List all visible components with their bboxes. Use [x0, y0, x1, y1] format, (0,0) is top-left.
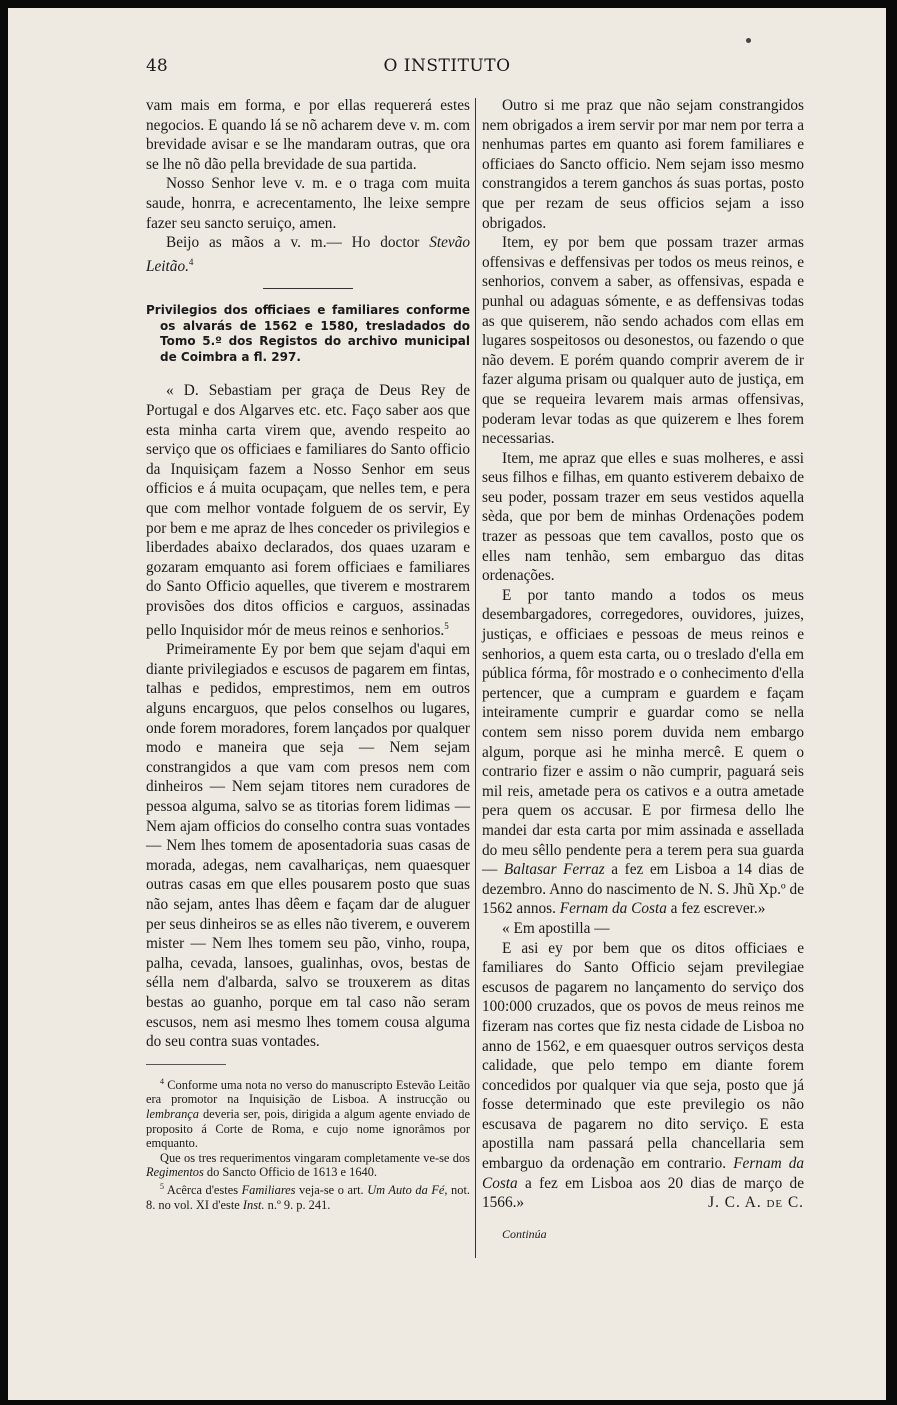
charter-paragraph: Outro si me praz que não sejam constrangidos nem obrigados a irem servir por mar nem por terra a nenhumas partes em quanto asi forem familiares e officiaes do Sancto officio. Nem sejam isso mesmo constrangidos a terem ganchos ás suas portas, posto que per rezam de seus officios sejam a isso obrigados.: [482, 97, 804, 232]
footnotes: [146, 1075, 470, 1213]
charter-paragraph: Item, ey por bem que possam trazer armas offensivas e deffensivas per todos os meus reinos, e senhorios, convem a saber, as offensivas, espada e punhal ou adaguas sómente, e as deffensivas todas as que quiserem, não sendo achados com ellas em lugares sospeitosos ou desonestos, ou fazendo o que não devem. E porém quando comprir averem de ir fazer alguma prisam ou qualquer auto de justiça, em que se requeira levarem mais armas offensivas, poderam levar todas as que quizerem e lhes forem necessarias.: [482, 234, 804, 448]
continued-marker: Continúa: [502, 1226, 547, 1241]
left-column: [146, 96, 470, 1212]
footnote-5: $^5$ Acêrca d'estes Familiares veja-se o art. Um Auto da Fé, not. 8. no vol. XI d'este Inst. n.º 9. p. 241.: [146, 1182, 470, 1212]
letter-paragraph: vam mais em forma, e por ellas requererá estes negocios. E quando lá se nõ acharem deve v. m. com brevidade avisar e se lhe mandaram outras, que ora se lhe nõ dão pella brevidade de sua partida.: [146, 97, 470, 173]
page-header: [8, 56, 886, 80]
page-number: 48: [146, 56, 168, 76]
signature-initials: J. C. A. de C.: [708, 1194, 804, 1212]
charter-paragraph: Item, me apraz que elles e suas molheres, e assi seus filhos e filhas, em quanto estiverem debaixo de seu poder, possam trazer em seus vestidos aquella sèda, que por bem de minhas Ordenações podem trazer as pessoas que tem cavallos, posto que os elles nam tenhão, sem embarguo das ditas ordenações.: [482, 449, 804, 585]
section-rule: [263, 288, 353, 289]
section-heading: Privilegios dos officiaes e familiares conforme os alvarás de 1562 e 1580, tresladados do Tomo 5.º dos Registos do archivo municipal de Coimbra a fl. 297.: [146, 303, 470, 364]
letter-paragraph: Nosso Senhor leve v. m. e o traga com muita saude, honrra, e acrecentamento, lhe leixe sempre fazer seu sancto seruiço, amen.: [146, 175, 470, 232]
letter-closing: Beijo as mãos a v. m.— Ho doctor Stevão Leitão.$^4$: [146, 234, 470, 275]
running-title: O INSTITUTO: [383, 56, 511, 76]
apostille-heading: « Em apostilla —: [502, 919, 610, 937]
right-column: [482, 96, 804, 1244]
column-divider: [475, 98, 476, 1258]
footnote-ref: 5: [444, 620, 449, 631]
footnote-ref: 4: [188, 256, 194, 267]
charter-paragraph: Primeiramente Ey por bem que sejam d'aqui em diante privilegiados e escusos de pagarem em fintas, talhas e pedidos, emprestimos, nem em outros alguns encarguos, que pelos conselhos ou lugares, onde forem moradores, forem lançados por qualquer modo e maneira que seja — Nem sejam constrangidos a que vam com presos nem com dinheiros — Nem sejam titores nem curadores de pessoa alguma, salvo se as titorias forem lidimas — Nem ajam officios do conselho contra suas vontades — Nem lhes tomem de aposentadoria suas casas de morada, adegas, nem cavalhariças, nem quaesquer outras casas em que elles pousarem posto que suas não sejam, antes lhas dêem e façam dar de aluguer per seus dinheiros se as elles não tiverem, e ouverem mister — Nem lhes tomem seu pão, vinho, roupa, palha, cevada, lansoes, gualinhas, ovos, bestas de sélla nem d'albarda, salvo se trouxerem as ditas bestas ao guanho, porque em tal caso não seram escusos, nem asi mesmo lhes tomem cousa alguma do seu contra suas vontades.: [146, 641, 470, 1051]
footnote-rule: [146, 1064, 226, 1065]
footnote-4: $^4$ Conforme uma nota no verso do manuscripto Estevão Leitão era promotor na Inquisição de Lisboa. A instrucção ou lembrança deveria ser, pois, dirigida a algum agente enviado de proposito á Corte de Roma, e cujo nome ignorâmos por emquanto.: [146, 1076, 470, 1151]
ink-speck: [746, 38, 751, 43]
charter-paragraph: E por tanto mando a todos os meus desembargadores, corregedores, ouvidores, juizes, justiças, e officiaes e pessoas de meus reinos e senhorios, a quem esta carta, ou o treslado d'ella em pública fórma, fôr mostrado e o conhecimento d'ella pertencer, que a cumpram e guardem e façam inteiramente cumprir e guardar como se nella contem sem nisso porem duvida nem embargo algum, porque asi he minha mercê. E quem o contrario fizer e assim o não cumprir, paguará seis mil reis, ametade pera os cativos e a outra ametade pera quem os accusar. E por firmesa dello lhe mandei dar esta carta por mim assinada e assellada do meu sêllo pendente pera a terem pera sua guarda — Baltasar Ferraz a fez em Lisboa a 14 dias de dezembro. Anno do nascimento de N. S. Jhũ Xp.º de 1562 annos. Fernam da Costa a fez escrever.»: [482, 586, 805, 918]
charter-paragraph: « D. Sebastiam per graça de Deus Rey de Portugal e dos Algarves etc. etc. Faço saber aos que esta minha carta virem que, avendo respeito ao serviço que os officiaes e familiares do Santo officio da Inquisiçam fazem a Nosso Senhor em seus officios e á muita ocupaçam, que nelles tem, e pera que com melhor vontade folguem de os servir, Ey por bem e me apraz de lhes conceder os privilegios e liberdades abaixo declarados, dos quaes uzaram e gozaram emquanto asi forem officiaes e familiares do Santo Officio aquelles, que tiverem e mostrarem provisões dos ditos officios e carguos, assinadas pello Inquisidor mór de meus reinos e senhorios.$^5$: [146, 382, 470, 639]
page: [8, 8, 886, 1400]
apostille-paragraph: E asi ey por bem que os ditos officiaes e familiares do Santo Officio sejam previlegiae escusos de pagarem no lançamento do serviço dos 100:000 cruzados, que os povos de meus reinos me fizeram nas cortes que fiz nesta cidade de Lisboa no anno de 1562, e em quaesquer outros serviços desta calidade, que pelo tempo em diante forem concedidos por qualquer via que seja, posto que já fosse determinado que este previlegio os não escusava de pagarem no dito serviço. E esta apostilla nam passará pella chancellaria sem embarguo da ordenação em contrario. Fernam da Costa a fez em Lisboa aos 20 dias de março de 1566.» J. C. A. de C.: [482, 939, 804, 1212]
footnote-4-continued: Que os tres requerimentos vingaram completamente ve-se dos Regimentos do Sancto Officio de 1613 e 1640.: [146, 1150, 470, 1180]
